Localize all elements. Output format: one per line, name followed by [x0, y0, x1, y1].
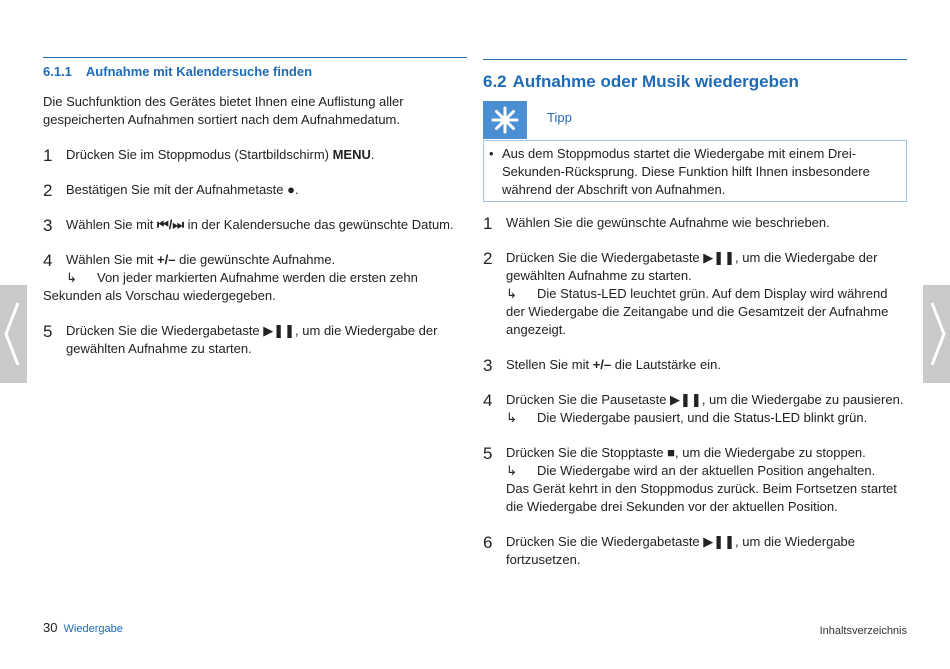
step-item: [483, 533, 907, 569]
section-title: Aufnahme mit Kalendersuche finden: [85, 64, 313, 79]
section-number: 6.2: [483, 72, 507, 91]
tip-icon: [483, 101, 527, 139]
result-text: Die Wiedergabe wird an der aktuellen Position angehalten.: [537, 463, 876, 478]
volume-keys-label: +/–: [592, 357, 612, 372]
tip-box: [483, 140, 907, 202]
step-item: [483, 249, 907, 339]
step-text: Drücken Sie die Wiedergabetaste ▶❚❚, um die Wiedergabe der gewählten Aufnahme zu starten.: [506, 250, 878, 283]
step-continuation: Das Gerät kehrt in den Stoppmodus zurück. Beim Fortsetzen startet die Wiedergabe drei Sekunden vor der aktuellen Position.: [506, 481, 897, 514]
bullet-icon: •: [489, 146, 494, 161]
toc-link[interactable]: Inhaltsverzeichnis: [819, 625, 907, 637]
step-item: [43, 146, 463, 164]
chapter-link[interactable]: Wiedergabe: [63, 623, 123, 635]
volume-keys-label: +/–: [157, 252, 176, 267]
step-result: [506, 285, 907, 303]
section-number: 6.1.1: [43, 64, 72, 79]
step-number: 5: [483, 444, 493, 463]
chevron-left-icon: [0, 285, 27, 383]
menu-key-label: MENU: [332, 147, 371, 162]
left-top-rule: [43, 57, 467, 58]
left-column: [43, 62, 463, 358]
result-text: Von jeder markierten Aufnahme werden die ersten zehn: [97, 270, 418, 285]
result-arrow-icon: ↳: [506, 410, 517, 425]
step-number: 2: [483, 249, 493, 268]
step-text: Drücken Sie im Stoppmodus (Startbildschirm): [66, 147, 333, 162]
step-text: Wählen Sie die gewünschte Aufnahme wie beschrieben.: [506, 215, 830, 230]
step-item: [483, 356, 907, 374]
right-top-rule: [483, 59, 907, 60]
step-text: Drücken Sie die Wiedergabetaste ▶❚❚, um die Wiedergabe fortzusetzen.: [506, 534, 856, 567]
step-text: Bestätigen Sie mit der Aufnahmetaste ●.: [66, 182, 299, 197]
asterisk-icon: [490, 105, 520, 135]
step-item: [43, 181, 463, 199]
result-arrow-icon: ↳: [506, 286, 517, 301]
step-number: 5: [43, 322, 53, 341]
step-item: [43, 322, 463, 358]
result-arrow-icon: ↳: [66, 270, 77, 285]
step-item: [483, 214, 907, 232]
step-text-end: die gewünschte Aufnahme.: [175, 252, 336, 267]
step-text-end: .: [370, 147, 375, 162]
tip-label: Tipp: [547, 110, 572, 125]
prev-page-button[interactable]: [0, 285, 27, 383]
step-number: 4: [483, 391, 493, 410]
step-text: Wählen Sie mit: [66, 217, 158, 232]
right-column: [483, 71, 907, 93]
step-text: Stellen Sie mit: [506, 357, 593, 372]
result-text: Die Status-LED leuchtet grün. Auf dem Display wird während: [537, 286, 888, 301]
step-item: [483, 444, 907, 516]
step-text: Wählen Sie mit: [66, 252, 158, 267]
footer-left: [43, 619, 123, 638]
page-number: 30: [43, 620, 58, 635]
step-item: [43, 216, 463, 234]
step-item: [483, 391, 907, 427]
step-number: 1: [483, 214, 493, 233]
step-text-end: die Lautstärke ein.: [611, 357, 721, 372]
section-heading: [43, 63, 463, 81]
tip-text: Aus dem Stoppmodus startet die Wiedergabe mit einem Drei-Sekunden-Rücksprung. Diese Funktion hilft Ihnen insbesondere während der Abschrift von Aufnahmen.: [502, 146, 870, 197]
step-continuation: der Wiedergabe die Zeitangabe und die Gesamtzeit der Aufnahme angezeigt.: [506, 304, 889, 337]
section-heading: [483, 71, 907, 93]
next-page-button[interactable]: [923, 285, 950, 383]
step-continuation: Sekunden als Vorschau wiedergegeben.: [43, 288, 276, 303]
step-text: Drücken Sie die Wiedergabetaste ▶❚❚, um die Wiedergabe der gewählten Aufnahme zu starten.: [66, 323, 438, 356]
right-steps: [483, 214, 907, 569]
tip-bullet-item: [484, 141, 906, 199]
result-arrow-icon: ↳: [506, 463, 517, 478]
step-number: 2: [43, 181, 53, 200]
step-text-end: in der Kalendersuche das gewünschte Datum.: [184, 217, 454, 232]
step-number: 1: [43, 146, 53, 165]
section-title: Aufnahme oder Musik wiedergeben: [512, 72, 799, 91]
step-number: 3: [483, 356, 493, 375]
step-result: [506, 409, 907, 427]
result-text: Die Wiedergabe pausiert, und die Status-LED blinkt grün.: [537, 410, 868, 425]
chevron-right-icon: [923, 285, 950, 383]
skip-keys-label: ⏮/⏭: [157, 217, 185, 232]
step-result: [506, 462, 907, 480]
step-number: 6: [483, 533, 493, 552]
step-text: Drücken Sie die Pausetaste ▶❚❚, um die Wiedergabe zu pausieren.: [506, 392, 904, 407]
step-text: Drücken Sie die Stopptaste ■, um die Wiedergabe zu stoppen.: [506, 445, 866, 460]
intro-paragraph: Die Suchfunktion des Gerätes bietet Ihnen eine Auflistung aller gespeicherten Aufnahmen sortiert nach dem Aufnahmedatum.: [43, 94, 404, 127]
step-result: [66, 269, 463, 287]
step-item: [43, 251, 463, 287]
step-number: 4: [43, 251, 53, 270]
step-number: 3: [43, 216, 53, 235]
